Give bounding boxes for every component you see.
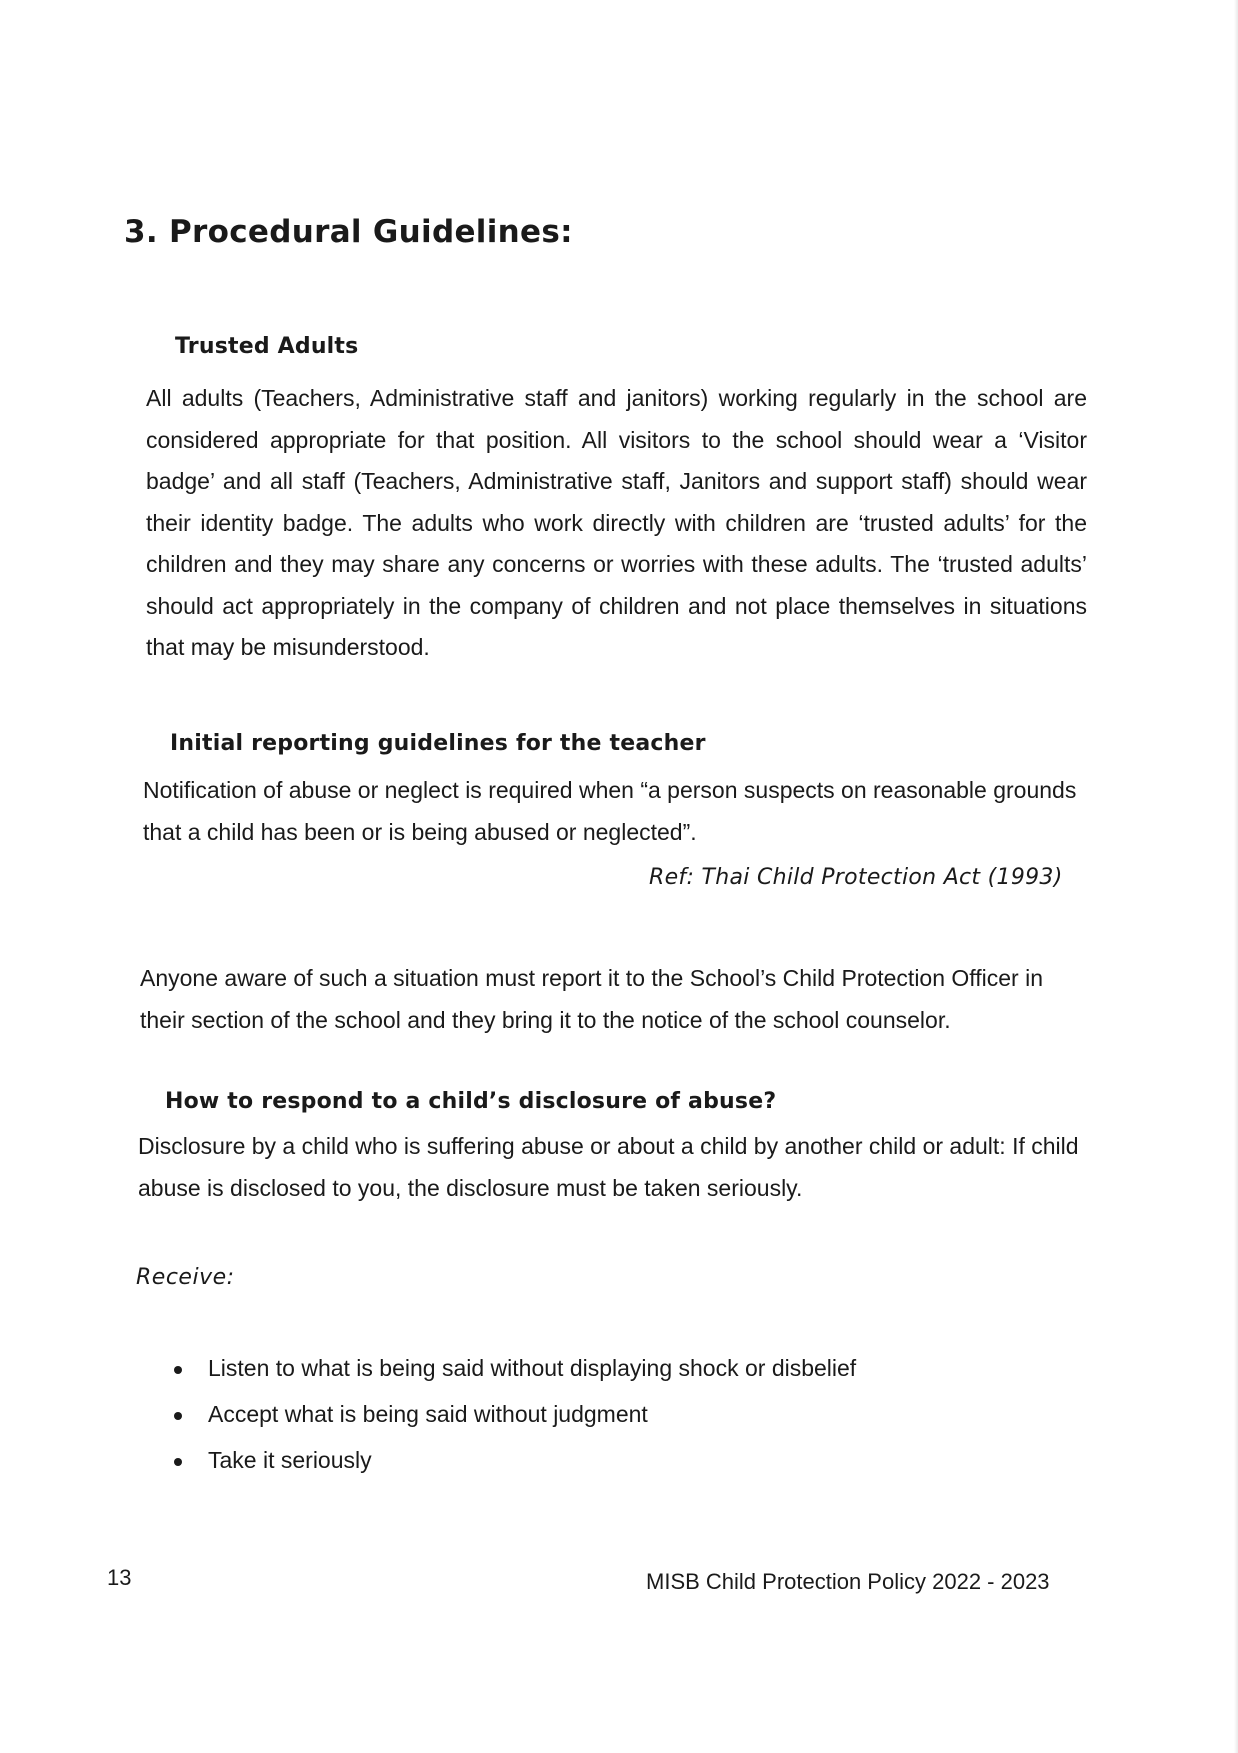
bullet-icon bbox=[174, 1412, 182, 1420]
list-item bbox=[168, 1355, 856, 1401]
page-number: 13 bbox=[107, 1565, 132, 1590]
section-title: 3. Procedural Guidelines: bbox=[124, 214, 573, 250]
reference-citation: Ref: Thai Child Protection Act (1993) bbox=[649, 865, 1063, 890]
disclosure-heading: How to respond to a child’s disclosure of abuse? bbox=[165, 1089, 777, 1114]
list-item bbox=[168, 1447, 856, 1493]
page-edge-divider bbox=[1234, 0, 1238, 1753]
bullet-icon bbox=[174, 1366, 182, 1374]
trusted-adults-paragraph: All adults (Teachers, Administrative staff and janitors) working regularly in the school are considered appropriate for that position. All visitors to the school should wear a ‘Visitor badge’ and all staff (Teachers, Administrative staff, Janitors and support staff) should wear their identity badge. The adults who work directly with children are ‘trusted adults’ for the children and they may share any concerns or worries with these adults. The ‘trusted adults’ should act appropriately in the company of children and not place themselves in situations that may be misunderstood. bbox=[146, 385, 1087, 660]
report-instructions-paragraph: Anyone aware of such a situation must report it to the School’s Child Protection Officer in their section of the school and they bring it to the notice of the school counselor. bbox=[140, 965, 1044, 1033]
list-item-text: Accept what is being said without judgment bbox=[208, 1401, 648, 1427]
receive-label: Receive: bbox=[136, 1265, 235, 1290]
initial-reporting-paragraph: Notification of abuse or neglect is required when “a person suspects on reasonable grounds that a child has been or is being abused or neglected”. bbox=[143, 777, 1077, 845]
trusted-adults-heading: Trusted Adults bbox=[175, 334, 359, 359]
disclosure-paragraph: Disclosure by a child who is suffering abuse or about a child by another child or adult: If child abuse is disclosed to you, the disclosure must be taken seriously. bbox=[138, 1133, 1079, 1201]
list-item bbox=[168, 1401, 856, 1447]
bullet-icon bbox=[174, 1458, 182, 1466]
initial-reporting-heading: Initial reporting guidelines for the teacher bbox=[170, 731, 706, 756]
footer-document-title: MISB Child Protection Policy 2022 - 2023 bbox=[646, 1569, 1050, 1594]
receive-bullet-list bbox=[168, 1355, 856, 1493]
list-item-text: Listen to what is being said without displaying shock or disbelief bbox=[208, 1355, 857, 1381]
list-item-text: Take it seriously bbox=[208, 1447, 372, 1473]
